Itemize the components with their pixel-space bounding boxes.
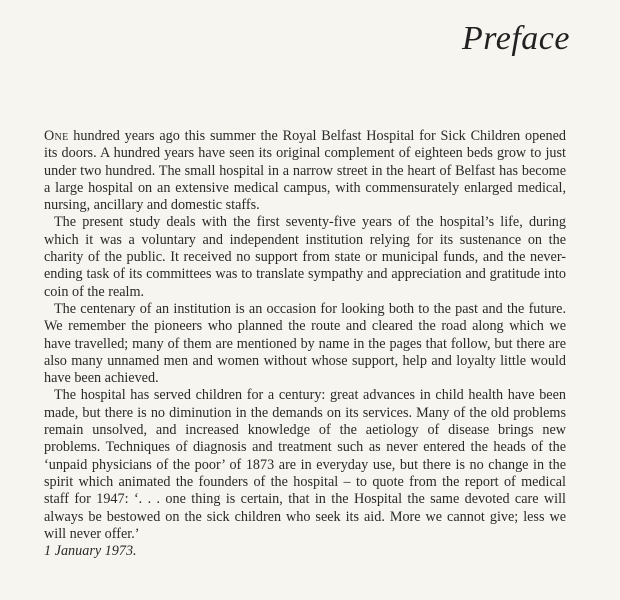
paragraph-4: The hospital has served children for a century: great advances in child health have been made, but there is no diminution in the demands on its services. Many of the old problems remain unsolved, and increased knowledge of the aetiology of disease brings new problems. Techniques of diagnosis and treatment such as never entered the heads of the ‘unpaid physicians of the poor’ of 1873 are in everyday use, but there is no change in the spirit which animated the founders of the hospital – to quote from the report of medical staff for 1947: ‘. . . one thing is certain, that in the Hospital the same devoted care will always be bestowed on the sick children who seek its aid. More we cannot give; less we will never offer.’	[44, 387, 566, 542]
paragraph-1-text: hundred years ago this summer the Royal Belfast Hospital for Sick Children opened its doors. A hundred years have seen its original complement of eighteen beds grow to just under two hundred. The small hospital in a narrow street in the heart of Belfast has become a large hospital on an extensive medical campus, with commensurately enlarged medical, nursing, ancillary and domestic staffs.	[44, 128, 566, 214]
paragraph-2: The present study deals with the first seventy-five years of the hospital’s life, during which it was a voluntary and independent institution relying for its sustenance on the charity of the public. It received no support from state or municipal funds, and the never-ending task of its committees was to translate sympathy and appreciation and gratitude into coin of the realm.	[44, 214, 566, 300]
preface-body	[44, 128, 566, 543]
preface-date: 1 January 1973.	[44, 543, 137, 559]
paragraph-3: The centenary of an institution is an occasion for looking both to the past and the future. We remember the pioneers who planned the route and cleared the road along which we have travelled; many of them are mentioned by name in the pages that follow, but there are also many unnamed men and women without whose support, help and loyalty little would have been achieved.	[44, 300, 566, 387]
paragraph-1	[44, 128, 566, 214]
paragraph-1-lead: One	[44, 128, 69, 144]
page-title: Preface	[462, 20, 570, 57]
